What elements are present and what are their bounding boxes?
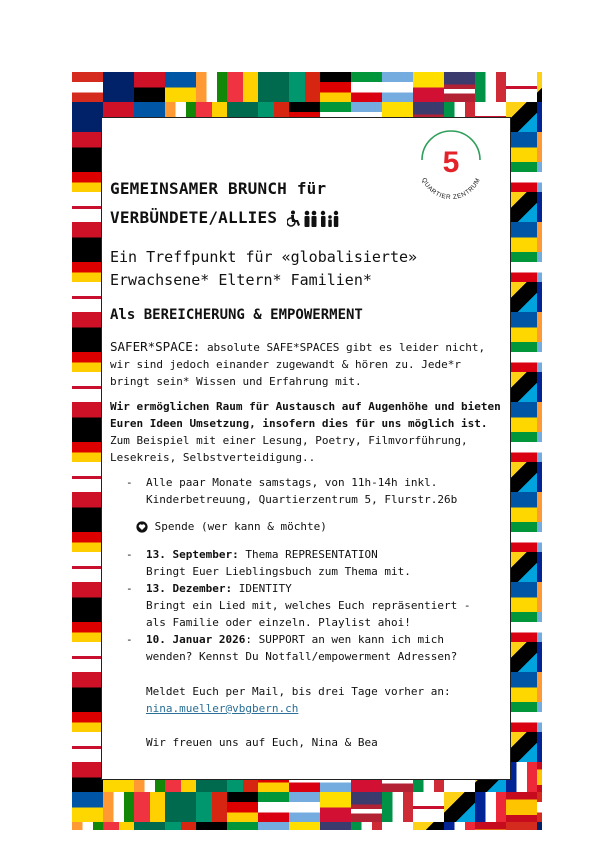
flag-tile [72,642,104,673]
flag-tile [289,822,321,830]
flag-tile [72,252,104,283]
flag-tile [537,642,542,673]
flag-tile [413,792,445,823]
flag-tile [72,372,104,403]
flag-tile [72,702,104,733]
flag-tile [444,822,476,830]
flag-tile [444,72,476,103]
event-1-line-2: Bringt Euer Lieblingsbuch zum Thema mit. [146,565,411,578]
flag-tile [320,822,352,830]
flag-tile [72,222,104,253]
flag-tile [506,822,538,830]
donation-text: Spende (wer kann & möchte) [154,520,327,533]
flag-tile [72,732,104,763]
schedule-item [126,474,458,508]
event-1-date: 13. September: [146,548,239,561]
event-3-line-2: wenden? Kennst Du Notfall/empowerment Adressen? [146,650,458,663]
event-2-topic: IDENTITY [238,582,292,595]
flag-tile [72,282,104,313]
flag-tile [537,492,542,523]
flag-tile [537,762,542,793]
event-item-2 [126,580,471,631]
event-item-3 [126,631,458,665]
mail-link[interactable] [146,700,298,717]
dash-marker: - [126,582,133,595]
section-heading: Als BEREICHERUNG & EMPOWERMENT [110,307,363,323]
flag-tile [72,612,104,643]
flag-tile [537,312,542,343]
flag-tile [537,672,542,703]
flag-tile [506,72,538,103]
raum-paragraph [110,398,502,466]
flag-tile [72,492,104,523]
flag-tile [320,792,352,823]
safer-space-paragraph [110,338,502,390]
flag-tile [72,162,104,193]
title-text: VERBÜNDETE/ALLIES [110,208,278,227]
flag-tile [351,822,383,830]
flag-tile [258,792,290,823]
flag-tile [165,72,197,103]
flag-tile [103,792,135,823]
flag-tile [537,462,542,493]
flag-tile [537,192,542,223]
flag-tile [537,222,542,253]
flag-tile [72,102,104,133]
safer-space-text: absolute SAFE*SPACES gibt es leider nicht, wir sind jedoch einander zugewandt & hören zu. Jede*r bringt sein* Wissen und Erfahrung mit. [110,341,486,388]
flag-tile [537,432,542,463]
flag-tile [72,342,104,373]
flag-tile [165,792,197,823]
flag-tile [382,72,414,103]
flag-tile [537,282,542,313]
flag-tile [382,792,414,823]
flag-tile [72,552,104,583]
dash-marker: - [126,548,133,561]
flag-tile [537,522,542,553]
flag-tile [72,822,104,830]
mail-intro: Meldet Euch per Mail, bis drei Tage vorher an: [146,685,451,698]
flag-tile [537,72,542,103]
flag-tile [475,792,507,823]
flag-tile [413,822,445,830]
schedule-line-2: Kinderbetreuung, Quartierzentrum 5, Flurstr.26b [146,493,458,506]
subtitle-line-1: Ein Treffpunkt für «globalisierte» [110,248,418,266]
flag-tile [196,792,228,823]
event-3-date: 10. Januar 2026 [146,633,246,646]
flag-tile [196,72,228,103]
flag-tile [475,72,507,103]
flag-tile [537,792,542,823]
flag-tile [537,102,542,133]
flag-tile [72,312,104,343]
logo-number: 5 [442,146,460,179]
logo-text: QUARTIER ZENTRUM [420,176,482,202]
flag-tile [444,792,476,823]
flag-tile [227,822,259,830]
flag-tile [537,822,542,830]
flag-tile [506,792,538,823]
title-line-2 [110,208,339,228]
flag-tile [72,792,104,823]
flag-tile [351,792,383,823]
flag-tile [351,72,383,103]
event-item-1 [126,546,411,580]
flag-tile [537,702,542,733]
flag-tile [537,132,542,163]
flag-tile [382,822,414,830]
flag-tile [537,252,542,283]
flag-tile [413,72,445,103]
donation-line [136,518,327,535]
accessibility-family-icon [287,210,339,228]
flag-tile [72,522,104,553]
flag-tile [72,402,104,433]
dash-marker: - [126,476,133,489]
flag-tile [134,72,166,103]
flag-tile [72,132,104,163]
flag-tile [537,162,542,193]
flag-tile [258,72,290,103]
flag-tile [72,432,104,463]
flag-tile [258,822,290,830]
flag-tile [72,462,104,493]
email-address: nina.mueller@vbgbern.ch [146,702,299,715]
flag-tile [289,792,321,823]
flag-tile [289,72,321,103]
title-line-1: GEMEINSAMER BRUNCH für [110,179,327,198]
event-1-topic: Thema REPRESENTATION [245,548,378,561]
flag-tile [103,72,135,103]
flag-tile [475,822,507,830]
event-3-topic: : SUPPORT an wen kann ich mich [245,633,445,646]
flag-tile [134,822,166,830]
quartierzentrum-logo [412,124,490,202]
flag-tile [537,402,542,433]
flag-tile [537,552,542,583]
flag-tile [72,672,104,703]
flag-tile [320,72,352,103]
heart-icon [136,521,148,533]
flag-tile [537,342,542,373]
flag-tile [72,72,104,103]
flag-tile [72,582,104,613]
closing-line: Wir freuen uns auf Euch, Nina & Bea [146,736,378,749]
flag-tile [227,792,259,823]
flag-tile [196,822,228,830]
flag-tile [227,72,259,103]
flag-tile [103,822,135,830]
flag-tile [165,822,197,830]
event-2-line-3: als Familie oder einzeln. Playlist ahoi! [146,616,411,629]
event-2-date: 13. Dezember: [146,582,233,595]
event-2-line-2: Bringt ein Lied mit, welches Euch repräsentiert - [146,599,471,612]
flag-tile [537,732,542,763]
flag-tile [72,762,104,793]
flag-tile [537,582,542,613]
raum-text: Zum Beispiel mit einer Lesung, Poetry, Filmvorführung, Lesekreis, Selbstverteidigung.. [110,434,468,464]
schedule-line-1: Alle paar Monate samstags, von 11h-14h inkl. [146,476,438,489]
flyer-panel [101,117,511,780]
flag-tile [537,612,542,643]
flag-tile [72,192,104,223]
raum-bold-text: Wir ermöglichen Raum für Austausch auf Augenhöhe und bieten Euren Ideen Umsetzung, insofern dies für uns möglich ist. [110,400,501,430]
safer-space-label: SAFER*SPACE: [110,339,201,354]
flag-tile [134,792,166,823]
subtitle-line-2: Erwachsene* Eltern* Familien* [110,271,372,289]
flag-tile [537,372,542,403]
dash-marker: - [126,633,133,646]
